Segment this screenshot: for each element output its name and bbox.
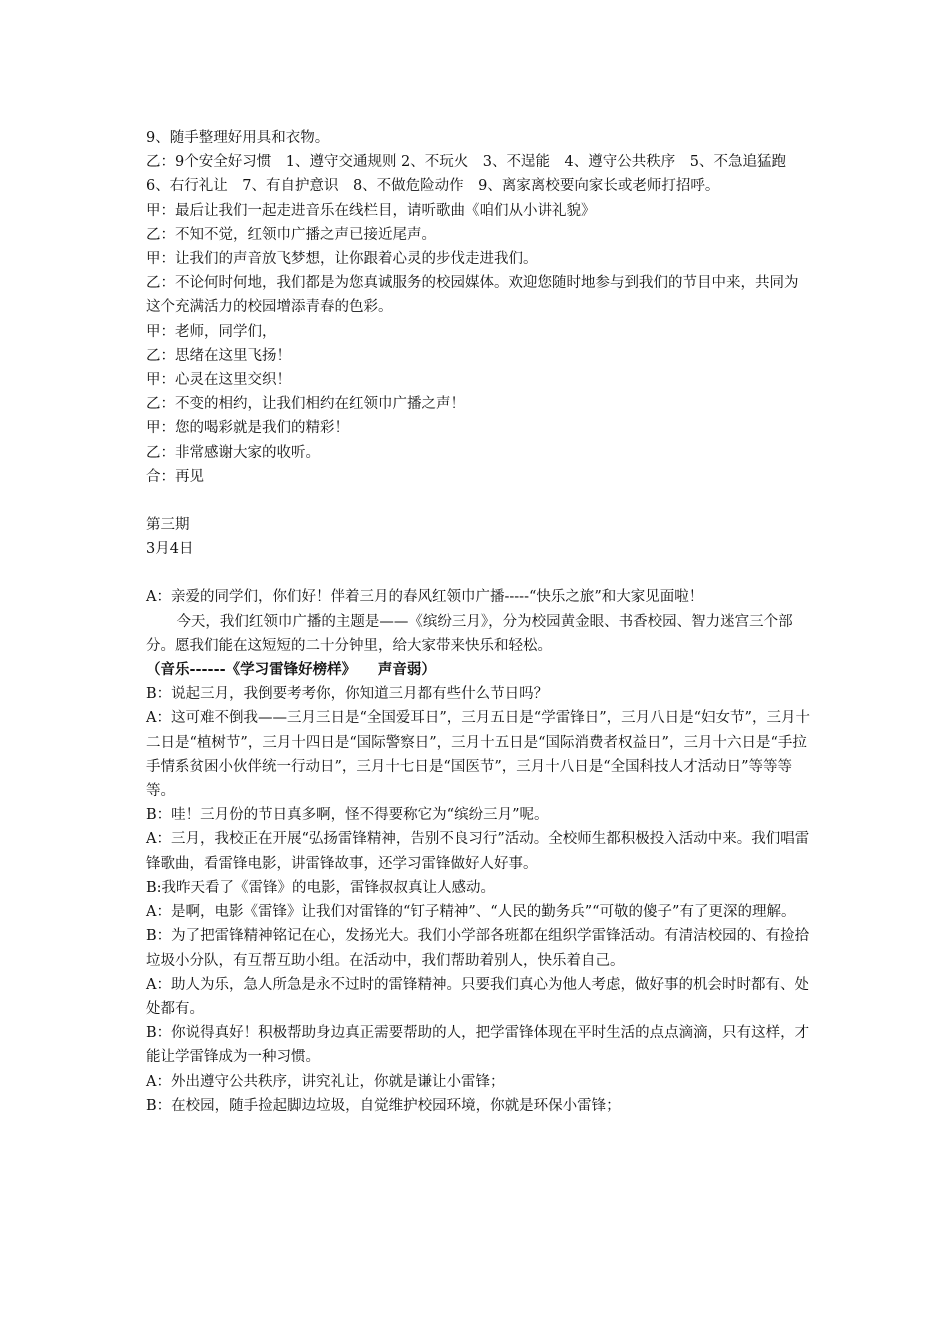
paragraph-environment: B：在校园，随手捡起脚边垃圾，自觉维护校园环境，你就是环保小雷锋； [146,1097,621,1114]
paragraph-leifeng-movie: B:我昨天看了《雷锋》的电影，雷锋叔叔真让人感动。 [146,879,496,896]
document-body [146,126,812,1118]
paragraph-march-question: B：说起三月，我倒要考考你，你知道三月都有些什么节日吗？ [146,686,549,703]
paragraph-march-festivals: A：这可难不倒我——三月三日是“全国爱耳日”，三月五日是“学雷锋日”，三月八日是“妇女节”，三月十二日是“植树节”，三月十四日是“国际警察日”，三月十五日是“国际消费者权益日”，三月十六日是“手拉手情系贫困小伙伴统一行动日”，三月十七日是“国医节”，三月十八日是“全国科技人才活动日”等等等等。 [146,710,810,800]
paragraph-leifeng-spirit: A：是啊，电影《雷锋》让我们对雷锋的“钉子精神”、“人民的勤务兵”“可敬的傻子”有了更深的理解。 [146,904,796,921]
paragraph-ending-near: 乙：不知不觉，红领巾广播之声已接近尾声。 [146,226,436,243]
paragraph-class-activities: B：为了把雷锋精神铭记在心，发扬光大。我们小学部各班都在组织学雷锋活动。有清洁校园的、有捡拾垃圾小分队，有互帮互助小组。在活动中，我们帮助着别人，快乐着自己。 [146,928,810,969]
paragraph-teachers: 甲：老师，同学们， [146,323,277,340]
issue-title: 第三期 [146,517,190,534]
paragraph-helping-others: A：助人为乐，急人所急是永不过时的雷锋精神。只要我们真心为他人考虑，做好事的机会时时都有、处处都有。 [146,976,809,1017]
paragraph-greeting: A：亲爱的同学们，你们好！伴着三月的春风红领巾广播-----“快乐之旅”和大家见面啦！ [146,589,704,606]
paragraph-leifeng-activity: A：三月，我校正在开展“弘扬雷锋精神，告别不良习行”活动。全校师生都积极投入活动中来。我们唱雷锋歌曲，看雷锋电影，讲雷锋故事，还学习雷锋做好人好事。 [146,831,810,872]
paragraph-hearts: 甲：心灵在这里交织！ [146,372,291,389]
paragraph-colorful-march: B：哇！三月份的节日真多啊，怪不得要称它为“缤纷三月”呢。 [146,807,549,824]
paragraph-habit: B：你说得真好！积极帮助身边真正需要帮助的人，把学雷锋体现在平时生活的点点滴滴，只有这样，才能让学雷锋成为一种习惯。 [146,1025,810,1066]
paragraph-safety-habits: 乙：9个安全好习惯 1、遵守交通规则 2、不玩火 3、不逞能 4、遵守公共秩序 5、不急追猛跑 6、右行礼让 7、有自护意识 8、不做危险动作 9、离家离校要向家长或老师打招呼。 [146,154,801,195]
music-cue: （音乐------《学习雷锋好榜样》 声音弱） [146,661,436,679]
paragraph-appointment: 乙：不变的相约，让我们相约在红领巾广播之声！ [146,396,465,413]
paragraph-thoughts: 乙：思绪在这里飞扬！ [146,347,291,364]
blank-line [146,561,812,585]
paragraph-goodbye: 合：再见 [146,468,204,485]
paragraph-campus-media: 乙：不论何时何地，我们都是为您真诚服务的校园媒体。欢迎您随时地参与到我们的节目中来，共同为这个充满活力的校园增添青春的色彩。 [146,275,799,316]
blank-line [146,489,812,513]
paragraph-theme: 今天，我们红领巾广播的主题是——《缤纷三月》，分为校园黄金眼、书香校园、智力迷宫三个部分。愿我们能在这短短的二十分钟里，给大家带来快乐和轻松。 [146,613,793,654]
paragraph-applause: 甲：您的喝彩就是我们的精彩！ [146,420,349,437]
issue-date: 3月4日 [146,541,194,558]
paragraph-thanks: 乙：非常感谢大家的收听。 [146,444,320,461]
paragraph-dream: 甲：让我们的声音放飞梦想，让你跟着心灵的步伐走进我们。 [146,251,538,268]
paragraph-music-online: 甲：最后让我们一起走进音乐在线栏目，请听歌曲《咱们从小讲礼貌》 [146,202,596,219]
paragraph-habit-9: 9、随手整理好用具和衣物。 [146,130,330,146]
paragraph-public-order: A：外出遵守公共秩序，讲究礼让，你就是谦让小雷锋； [146,1073,505,1090]
